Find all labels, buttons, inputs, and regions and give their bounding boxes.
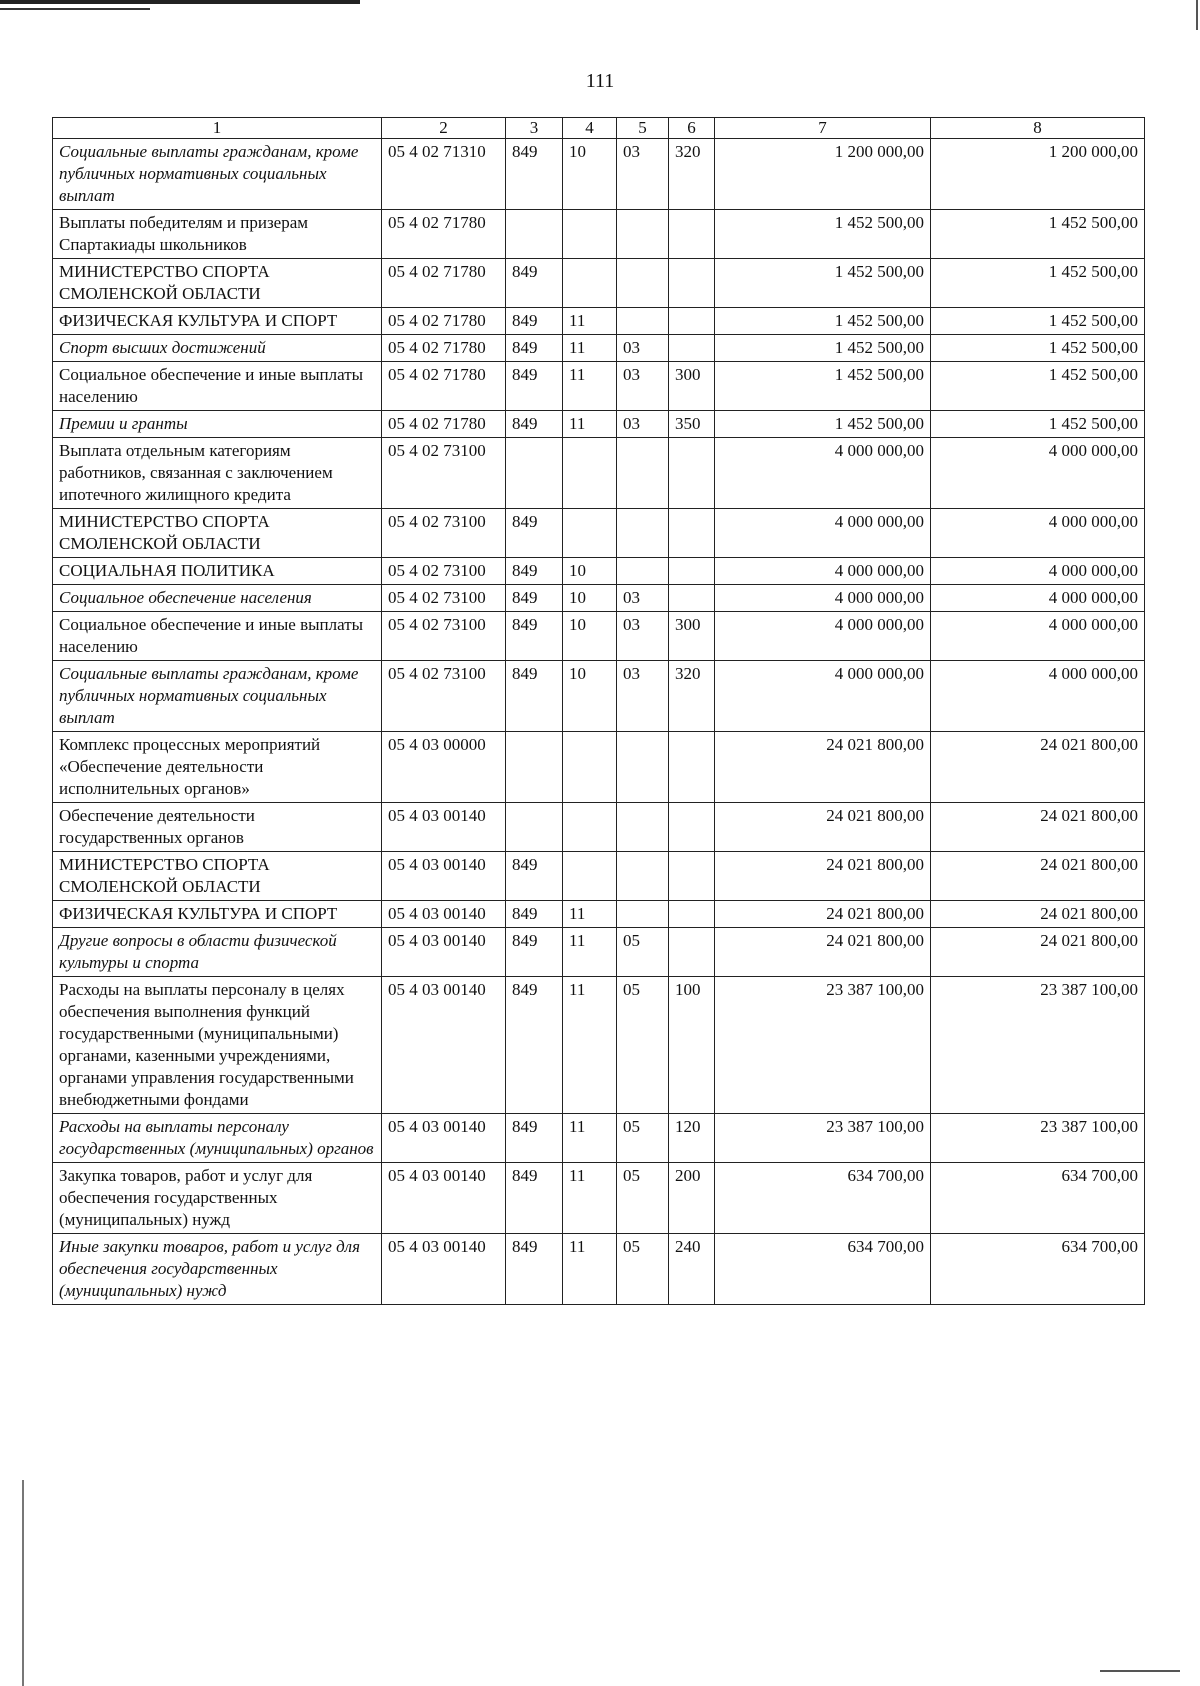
target-code-cell: 05 4 02 71780 (382, 411, 506, 438)
section-code-cell: 11 (563, 362, 617, 411)
target-code-cell: 05 4 02 71780 (382, 362, 506, 411)
expense-type-cell: 300 (669, 612, 715, 661)
amount-col7-cell: 1 452 500,00 (715, 210, 931, 259)
expense-type-cell: 100 (669, 977, 715, 1114)
ministry-code-cell: 849 (506, 509, 563, 558)
amount-col7-cell: 4 000 000,00 (715, 585, 931, 612)
scan-edge-line (0, 0, 360, 4)
target-code-cell: 05 4 02 73100 (382, 558, 506, 585)
item-name-cell: Спорт высших достижений (53, 335, 382, 362)
subsection-code-cell (617, 438, 669, 509)
header-cell: 4 (563, 118, 617, 139)
ministry-code-cell: 849 (506, 585, 563, 612)
section-code-cell: 11 (563, 1234, 617, 1305)
amount-col8-cell: 1 452 500,00 (931, 362, 1145, 411)
subsection-code-cell: 05 (617, 1234, 669, 1305)
ministry-code-cell: 849 (506, 661, 563, 732)
section-code-cell (563, 438, 617, 509)
section-code-cell: 10 (563, 585, 617, 612)
ministry-code-cell: 849 (506, 308, 563, 335)
subsection-code-cell: 03 (617, 411, 669, 438)
table-row (53, 928, 1145, 977)
table-row (53, 210, 1145, 259)
header-cell: 1 (53, 118, 382, 139)
subsection-code-cell (617, 558, 669, 585)
item-name-cell: Закупка товаров, работ и услуг для обеспечения государственных (муниципальных) нужд (53, 1163, 382, 1234)
expense-type-cell (669, 852, 715, 901)
section-code-cell (563, 259, 617, 308)
target-code-cell: 05 4 03 00140 (382, 901, 506, 928)
target-code-cell: 05 4 02 73100 (382, 612, 506, 661)
section-code-cell: 10 (563, 661, 617, 732)
table-row (53, 977, 1145, 1114)
table-row (53, 612, 1145, 661)
subsection-code-cell: 03 (617, 362, 669, 411)
table-row (53, 259, 1145, 308)
subsection-code-cell: 05 (617, 1163, 669, 1234)
table-body (53, 139, 1145, 1305)
amount-col8-cell: 1 452 500,00 (931, 210, 1145, 259)
item-name-cell: Выплаты победителям и призерам Спартакиады школьников (53, 210, 382, 259)
ministry-code-cell: 849 (506, 901, 563, 928)
target-code-cell: 05 4 02 73100 (382, 585, 506, 612)
item-name-cell: МИНИСТЕРСТВО СПОРТА СМОЛЕНСКОЙ ОБЛАСТИ (53, 852, 382, 901)
ministry-code-cell: 849 (506, 411, 563, 438)
item-name-cell: Расходы на выплаты персоналу государственных (муниципальных) органов (53, 1114, 382, 1163)
expense-type-cell (669, 558, 715, 585)
amount-col8-cell: 4 000 000,00 (931, 661, 1145, 732)
table-row (53, 438, 1145, 509)
header-row (53, 118, 1145, 139)
section-code-cell: 11 (563, 977, 617, 1114)
amount-col7-cell: 1 452 500,00 (715, 308, 931, 335)
expense-type-cell: 300 (669, 362, 715, 411)
amount-col8-cell: 1 452 500,00 (931, 335, 1145, 362)
amount-col7-cell: 24 021 800,00 (715, 852, 931, 901)
amount-col8-cell: 1 200 000,00 (931, 139, 1145, 210)
subsection-code-cell: 05 (617, 977, 669, 1114)
amount-col8-cell: 634 700,00 (931, 1234, 1145, 1305)
item-name-cell: МИНИСТЕРСТВО СПОРТА СМОЛЕНСКОЙ ОБЛАСТИ (53, 259, 382, 308)
amount-col8-cell: 4 000 000,00 (931, 585, 1145, 612)
section-code-cell: 11 (563, 335, 617, 362)
amount-col7-cell: 24 021 800,00 (715, 928, 931, 977)
target-code-cell: 05 4 02 73100 (382, 438, 506, 509)
item-name-cell: МИНИСТЕРСТВО СПОРТА СМОЛЕНСКОЙ ОБЛАСТИ (53, 509, 382, 558)
table-row (53, 362, 1145, 411)
section-code-cell: 10 (563, 139, 617, 210)
scan-left-edge (22, 1480, 24, 1686)
scan-bottom-edge (1100, 1670, 1180, 1672)
expense-type-cell: 200 (669, 1163, 715, 1234)
table-row (53, 661, 1145, 732)
amount-col8-cell: 23 387 100,00 (931, 1114, 1145, 1163)
amount-col8-cell: 1 452 500,00 (931, 308, 1145, 335)
ministry-code-cell: 849 (506, 335, 563, 362)
expense-type-cell: 320 (669, 661, 715, 732)
table-row (53, 411, 1145, 438)
ministry-code-cell: 849 (506, 1163, 563, 1234)
amount-col7-cell: 1 452 500,00 (715, 259, 931, 308)
item-name-cell: Комплекс процессных мероприятий «Обеспечение деятельности исполнительных органов» (53, 732, 382, 803)
amount-col8-cell: 634 700,00 (931, 1163, 1145, 1234)
table-row (53, 308, 1145, 335)
target-code-cell: 05 4 03 00140 (382, 852, 506, 901)
section-code-cell: 10 (563, 558, 617, 585)
amount-col7-cell: 4 000 000,00 (715, 438, 931, 509)
table-row (53, 139, 1145, 210)
item-name-cell: Выплата отдельным категориям работников, связанная с заключением ипотечного жилищного кредита (53, 438, 382, 509)
ministry-code-cell: 849 (506, 928, 563, 977)
expense-type-cell (669, 803, 715, 852)
target-code-cell: 05 4 03 00000 (382, 732, 506, 803)
amount-col7-cell: 1 452 500,00 (715, 411, 931, 438)
expense-type-cell: 320 (669, 139, 715, 210)
ministry-code-cell: 849 (506, 1234, 563, 1305)
budget-table (52, 117, 1145, 1305)
item-name-cell: Социальное обеспечение и иные выплаты населению (53, 362, 382, 411)
header-cell: 8 (931, 118, 1145, 139)
subsection-code-cell: 03 (617, 139, 669, 210)
expense-type-cell (669, 335, 715, 362)
section-code-cell: 11 (563, 308, 617, 335)
amount-col7-cell: 1 452 500,00 (715, 362, 931, 411)
table-row (53, 1114, 1145, 1163)
header-cell: 2 (382, 118, 506, 139)
amount-col7-cell: 4 000 000,00 (715, 661, 931, 732)
page-number: 111 (585, 70, 615, 92)
table-row (53, 852, 1145, 901)
amount-col8-cell: 4 000 000,00 (931, 509, 1145, 558)
header-cell: 7 (715, 118, 931, 139)
amount-col7-cell: 1 200 000,00 (715, 139, 931, 210)
section-code-cell: 10 (563, 612, 617, 661)
target-code-cell: 05 4 02 71780 (382, 210, 506, 259)
table-row (53, 803, 1145, 852)
item-name-cell: СОЦИАЛЬНАЯ ПОЛИТИКА (53, 558, 382, 585)
amount-col7-cell: 4 000 000,00 (715, 612, 931, 661)
subsection-code-cell: 03 (617, 612, 669, 661)
expense-type-cell: 120 (669, 1114, 715, 1163)
item-name-cell: Социальное обеспечение и иные выплаты населению (53, 612, 382, 661)
subsection-code-cell (617, 259, 669, 308)
amount-col7-cell: 24 021 800,00 (715, 732, 931, 803)
section-code-cell: 11 (563, 901, 617, 928)
expense-type-cell: 350 (669, 411, 715, 438)
target-code-cell: 05 4 03 00140 (382, 1114, 506, 1163)
subsection-code-cell (617, 852, 669, 901)
table-row (53, 509, 1145, 558)
section-code-cell (563, 210, 617, 259)
amount-col7-cell: 634 700,00 (715, 1163, 931, 1234)
expense-type-cell (669, 308, 715, 335)
ministry-code-cell (506, 803, 563, 852)
item-name-cell: Премии и гранты (53, 411, 382, 438)
expense-type-cell (669, 901, 715, 928)
item-name-cell: Обеспечение деятельности государственных органов (53, 803, 382, 852)
ministry-code-cell (506, 210, 563, 259)
amount-col8-cell: 4 000 000,00 (931, 438, 1145, 509)
expense-type-cell (669, 732, 715, 803)
amount-col7-cell: 4 000 000,00 (715, 509, 931, 558)
section-code-cell: 11 (563, 928, 617, 977)
table-row (53, 1163, 1145, 1234)
ministry-code-cell (506, 438, 563, 509)
section-code-cell (563, 732, 617, 803)
subsection-code-cell (617, 901, 669, 928)
subsection-code-cell: 03 (617, 661, 669, 732)
target-code-cell: 05 4 03 00140 (382, 803, 506, 852)
ministry-code-cell: 849 (506, 977, 563, 1114)
target-code-cell: 05 4 02 71780 (382, 308, 506, 335)
item-name-cell: ФИЗИЧЕСКАЯ КУЛЬТУРА И СПОРТ (53, 308, 382, 335)
section-code-cell (563, 852, 617, 901)
item-name-cell: Расходы на выплаты персоналу в целях обеспечения выполнения функций государственными (муниципальными) органами, казенными учреждениями, органами управления государственными внебюджетными фондами (53, 977, 382, 1114)
ministry-code-cell (506, 732, 563, 803)
amount-col8-cell: 4 000 000,00 (931, 558, 1145, 585)
expense-type-cell (669, 928, 715, 977)
table-row (53, 1234, 1145, 1305)
target-code-cell: 05 4 03 00140 (382, 977, 506, 1114)
amount-col7-cell: 23 387 100,00 (715, 977, 931, 1114)
ministry-code-cell: 849 (506, 1114, 563, 1163)
item-name-cell: Другие вопросы в области физической культуры и спорта (53, 928, 382, 977)
amount-col8-cell: 1 452 500,00 (931, 411, 1145, 438)
target-code-cell: 05 4 02 73100 (382, 509, 506, 558)
header-cell: 6 (669, 118, 715, 139)
header-cell: 5 (617, 118, 669, 139)
table-row (53, 901, 1145, 928)
subsection-code-cell: 05 (617, 1114, 669, 1163)
section-code-cell: 11 (563, 411, 617, 438)
table-row (53, 732, 1145, 803)
expense-type-cell (669, 259, 715, 308)
section-code-cell (563, 509, 617, 558)
scan-right-edge (1196, 0, 1198, 30)
amount-col7-cell: 24 021 800,00 (715, 901, 931, 928)
subsection-code-cell (617, 732, 669, 803)
expense-type-cell (669, 509, 715, 558)
section-code-cell: 11 (563, 1114, 617, 1163)
section-code-cell: 11 (563, 1163, 617, 1234)
ministry-code-cell: 849 (506, 362, 563, 411)
item-name-cell: Социальные выплаты гражданам, кроме публичных нормативных социальных выплат (53, 661, 382, 732)
subsection-code-cell (617, 803, 669, 852)
expense-type-cell: 240 (669, 1234, 715, 1305)
target-code-cell: 05 4 02 73100 (382, 661, 506, 732)
amount-col8-cell: 23 387 100,00 (931, 977, 1145, 1114)
header-cell: 3 (506, 118, 563, 139)
target-code-cell: 05 4 02 71310 (382, 139, 506, 210)
target-code-cell: 05 4 02 71780 (382, 335, 506, 362)
table-row (53, 585, 1145, 612)
subsection-code-cell (617, 509, 669, 558)
item-name-cell: ФИЗИЧЕСКАЯ КУЛЬТУРА И СПОРТ (53, 901, 382, 928)
amount-col8-cell: 24 021 800,00 (931, 901, 1145, 928)
table-row (53, 558, 1145, 585)
amount-col8-cell: 24 021 800,00 (931, 928, 1145, 977)
amount-col7-cell: 1 452 500,00 (715, 335, 931, 362)
target-code-cell: 05 4 02 71780 (382, 259, 506, 308)
amount-col7-cell: 23 387 100,00 (715, 1114, 931, 1163)
ministry-code-cell: 849 (506, 139, 563, 210)
target-code-cell: 05 4 03 00140 (382, 928, 506, 977)
ministry-code-cell: 849 (506, 259, 563, 308)
expense-type-cell (669, 210, 715, 259)
table-row (53, 335, 1145, 362)
amount-col8-cell: 1 452 500,00 (931, 259, 1145, 308)
subsection-code-cell: 03 (617, 335, 669, 362)
ministry-code-cell: 849 (506, 612, 563, 661)
item-name-cell: Социальное обеспечение населения (53, 585, 382, 612)
amount-col8-cell: 24 021 800,00 (931, 732, 1145, 803)
ministry-code-cell: 849 (506, 558, 563, 585)
expense-type-cell (669, 438, 715, 509)
subsection-code-cell: 05 (617, 928, 669, 977)
amount-col8-cell: 24 021 800,00 (931, 803, 1145, 852)
ministry-code-cell: 849 (506, 852, 563, 901)
target-code-cell: 05 4 03 00140 (382, 1234, 506, 1305)
expense-type-cell (669, 585, 715, 612)
subsection-code-cell (617, 210, 669, 259)
item-name-cell: Социальные выплаты гражданам, кроме публичных нормативных социальных выплат (53, 139, 382, 210)
item-name-cell: Иные закупки товаров, работ и услуг для обеспечения государственных (муниципальных) нужд (53, 1234, 382, 1305)
scan-edge-line-secondary (0, 8, 150, 10)
section-code-cell (563, 803, 617, 852)
subsection-code-cell: 03 (617, 585, 669, 612)
subsection-code-cell (617, 308, 669, 335)
amount-col7-cell: 4 000 000,00 (715, 558, 931, 585)
amount-col7-cell: 634 700,00 (715, 1234, 931, 1305)
target-code-cell: 05 4 03 00140 (382, 1163, 506, 1234)
amount-col7-cell: 24 021 800,00 (715, 803, 931, 852)
amount-col8-cell: 4 000 000,00 (931, 612, 1145, 661)
amount-col8-cell: 24 021 800,00 (931, 852, 1145, 901)
